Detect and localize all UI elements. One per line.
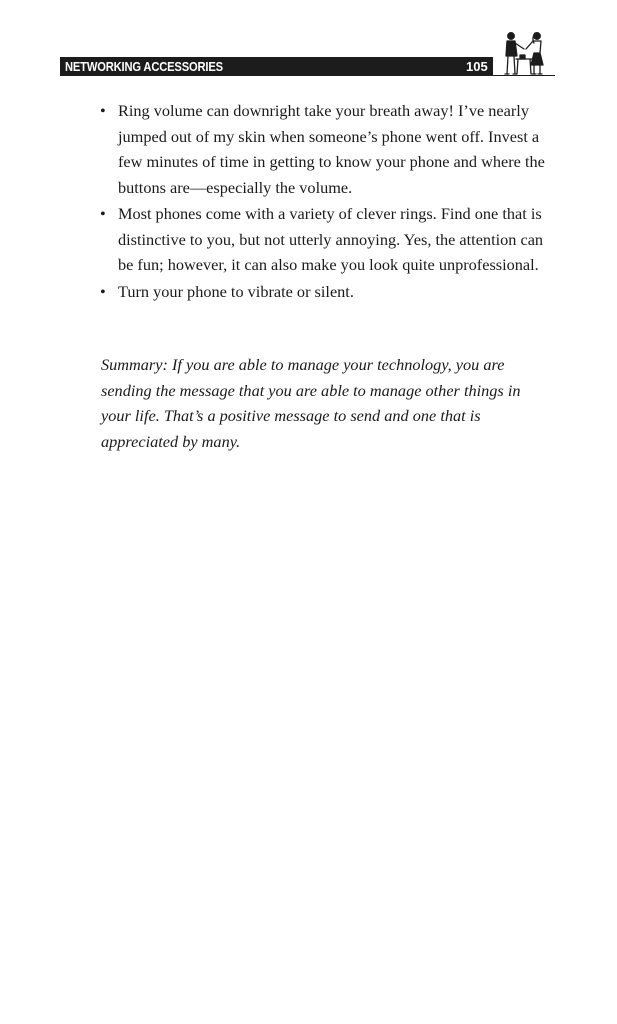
bullet-marker: • (100, 101, 106, 120)
handshake-icon (496, 29, 554, 77)
list-item (100, 201, 560, 278)
bullet-text: Turn your phone to vibrate or silent. (118, 281, 354, 301)
summary-paragraph: Summary: If you are able to manage your technology, you are sending the message that you are able to manage other things in your life. That’s a positive message to send and one that is appreciated by many. (101, 355, 521, 451)
page-number: 105 (466, 59, 488, 74)
list-item (100, 98, 560, 200)
bullet-marker: • (100, 204, 106, 223)
running-header-title: NETWORKING ACCESSORIES (65, 59, 223, 74)
bullet-list (100, 98, 560, 305)
bullet-marker: • (100, 281, 106, 301)
bullet-text: Most phones come with a variety of clever rings. Find one that is distinctive to you, but not utterly annoying. Yes, the attention can be fun; however, it can also make you look quite unprofessional. (118, 204, 544, 274)
bullet-text: Ring volume can downright take your breath away! I’ve nearly jumped out of my skin when someone’s phone went off. Invest a few minutes of time in getting to know your phone and where the buttons are—especially the volume. (118, 101, 545, 197)
list-item (100, 279, 560, 305)
